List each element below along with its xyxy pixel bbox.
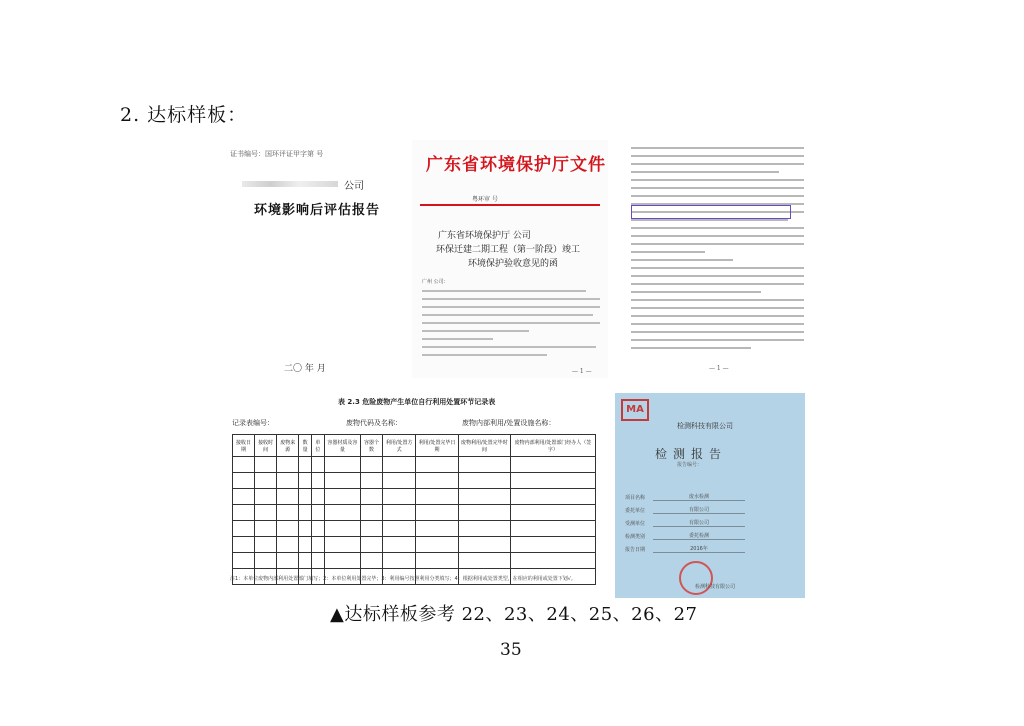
table-note: 注1：本单位废物内部利用处置部门填写；2：本单位利用处置完毕；3：利用编号按照利用分类填写；4：根据利用或处置类型，在相应的利用或处置下划√。 <box>230 576 576 582</box>
table-cell <box>312 489 325 505</box>
document-title-line-2: 环保迁建二期工程（第一阶段）竣工 <box>436 245 581 255</box>
table-cell <box>510 553 595 569</box>
table-cell <box>299 537 312 553</box>
table-cell <box>324 521 360 537</box>
info-row <box>625 506 745 514</box>
table-cell <box>510 521 595 537</box>
table-cell <box>312 457 325 473</box>
table-cell <box>255 457 277 473</box>
table-cell <box>458 505 510 521</box>
record-table <box>232 434 596 585</box>
table-cell <box>416 457 459 473</box>
header-cell: 容器个数 <box>360 435 382 457</box>
info-value: 2016年 <box>653 545 745 553</box>
redacted-company-name <box>242 181 338 187</box>
table-cell <box>360 553 382 569</box>
header-cell: 废物来源 <box>277 435 299 457</box>
page-footer: — 1 — <box>709 365 729 372</box>
table-cell <box>233 553 255 569</box>
ma-certification-mark: MA <box>621 399 649 421</box>
info-value: 有限公司 <box>653 519 745 527</box>
table-cell <box>255 473 277 489</box>
company-suffix: 公司 <box>344 181 364 192</box>
table-cell <box>324 489 360 505</box>
report-date: 二〇 年 月 <box>284 364 326 374</box>
table-cell <box>416 521 459 537</box>
table-header-row <box>233 435 596 457</box>
header-cell: 废物内部利用/处置部门经办人（签字） <box>510 435 595 457</box>
report-info-rows <box>625 493 745 558</box>
header-cell: 数量 <box>299 435 312 457</box>
table-cell <box>277 473 299 489</box>
table-cell <box>458 489 510 505</box>
page-number: 35 <box>500 640 522 660</box>
table-cell <box>510 457 595 473</box>
header-cell: 接收时间 <box>255 435 277 457</box>
table-title: 表 2.3 危险废物产生单位自行利用处置环节记录表 <box>338 398 496 406</box>
table-cell <box>458 457 510 473</box>
table-cell <box>360 473 382 489</box>
testing-organization: 检测科技有限公司 <box>677 422 733 430</box>
info-label: 项目名称 <box>625 494 646 501</box>
table-cell <box>383 553 416 569</box>
record-number-label: 记录表编号： <box>232 419 274 427</box>
info-row <box>625 532 745 540</box>
table-cell <box>360 505 382 521</box>
table-cell <box>324 537 360 553</box>
table-cell <box>233 473 255 489</box>
table-row <box>233 553 596 569</box>
table-cell <box>277 521 299 537</box>
table-row <box>233 457 596 473</box>
table-cell <box>255 537 277 553</box>
info-value: 废水检测 <box>653 493 745 501</box>
test-report-title: 检测报告 <box>655 447 728 461</box>
header-cell: 接收日期 <box>233 435 255 457</box>
table-cell <box>416 489 459 505</box>
table-cell <box>233 521 255 537</box>
table-cell <box>458 553 510 569</box>
table-cell <box>510 505 595 521</box>
table-cell <box>312 505 325 521</box>
header-cell: 利用/处置方式 <box>383 435 416 457</box>
body-text-lines <box>422 290 600 362</box>
facility-name-label: 废物内部利用/处置设施名称： <box>462 419 556 427</box>
body-text-lines <box>625 143 810 349</box>
table-cell <box>324 505 360 521</box>
table-cell <box>299 473 312 489</box>
table-cell <box>312 537 325 553</box>
header-cell: 废物利用/处置完毕时间 <box>458 435 510 457</box>
table-cell <box>510 537 595 553</box>
document-title-line-1: 广东省环境保护厅 公司 <box>438 231 531 241</box>
table-cell <box>416 473 459 489</box>
document-number: 粤环审 号 <box>472 196 498 203</box>
sample-official-document <box>412 140 608 378</box>
document-title-line-3: 环境保护验收意见的函 <box>468 259 559 269</box>
table-cell <box>324 553 360 569</box>
table-cell <box>458 521 510 537</box>
table-cell <box>458 473 510 489</box>
sample-test-report-cover <box>615 393 805 598</box>
table-cell <box>360 537 382 553</box>
table-cell <box>233 457 255 473</box>
table-cell <box>383 505 416 521</box>
table-cell <box>233 505 255 521</box>
table-cell <box>360 489 382 505</box>
table-cell <box>299 521 312 537</box>
table-cell <box>360 457 382 473</box>
table-cell <box>458 537 510 553</box>
info-row <box>625 519 745 527</box>
table-cell <box>510 473 595 489</box>
table-cell <box>255 521 277 537</box>
table-row <box>233 521 596 537</box>
sample-text-page <box>625 143 810 377</box>
table-cell <box>383 489 416 505</box>
table-cell <box>277 505 299 521</box>
header-cell: 容器材质及容量 <box>324 435 360 457</box>
seal-caption: 检测科技有限公司 <box>695 584 736 590</box>
table-cell <box>416 505 459 521</box>
table-cell <box>324 457 360 473</box>
table-cell <box>277 489 299 505</box>
table-cell <box>312 521 325 537</box>
table-cell <box>324 473 360 489</box>
header-cell: 单位 <box>312 435 325 457</box>
waste-code-label: 废物代码及名称： <box>346 419 402 427</box>
table-cell <box>233 537 255 553</box>
info-label: 报告日期 <box>625 546 646 553</box>
report-title: 环境影响后评估报告 <box>254 203 381 218</box>
table-cell <box>383 537 416 553</box>
red-header-title: 广东省环境保护厅文件 <box>426 155 606 175</box>
table-cell <box>299 457 312 473</box>
addressee: 广州 公司： <box>422 279 449 285</box>
sample-report-cover <box>222 143 418 375</box>
table-cell <box>299 553 312 569</box>
table-cell <box>277 457 299 473</box>
info-label: 检测类别 <box>625 533 646 540</box>
red-divider <box>420 204 600 206</box>
table-cell <box>255 553 277 569</box>
table-cell <box>383 473 416 489</box>
table-cell <box>233 489 255 505</box>
table-row <box>233 537 596 553</box>
table-cell <box>383 457 416 473</box>
info-label: 委托单位 <box>625 507 646 514</box>
info-value: 有限公司 <box>653 506 745 514</box>
table-cell <box>312 473 325 489</box>
figure-caption: ▲达标样板参考 22、23、24、25、26、27 <box>330 604 698 625</box>
highlight-box <box>631 205 791 219</box>
section-heading: 2. 达标样板： <box>120 104 248 126</box>
info-value: 委托检测 <box>653 532 745 540</box>
table-row <box>233 505 596 521</box>
certificate-number: 证书编号：国环评证甲字第 号 <box>230 150 324 158</box>
sample-record-table <box>228 392 600 594</box>
info-row <box>625 493 745 501</box>
page-footer: — 1 — <box>572 368 592 375</box>
table-cell <box>360 521 382 537</box>
table-cell <box>299 505 312 521</box>
table-row <box>233 489 596 505</box>
table-cell <box>255 489 277 505</box>
table-cell <box>416 553 459 569</box>
header-cell: 利用/处置完毕日期 <box>416 435 459 457</box>
table-cell <box>312 553 325 569</box>
table-row <box>233 473 596 489</box>
report-number: 报告编号： <box>677 462 703 468</box>
table-cell <box>255 505 277 521</box>
table-cell <box>277 553 299 569</box>
table-cell <box>510 489 595 505</box>
table-cell <box>383 521 416 537</box>
table-cell <box>299 489 312 505</box>
info-label: 受测单位 <box>625 520 646 527</box>
info-row <box>625 545 745 553</box>
table-cell <box>416 537 459 553</box>
table-cell <box>277 537 299 553</box>
